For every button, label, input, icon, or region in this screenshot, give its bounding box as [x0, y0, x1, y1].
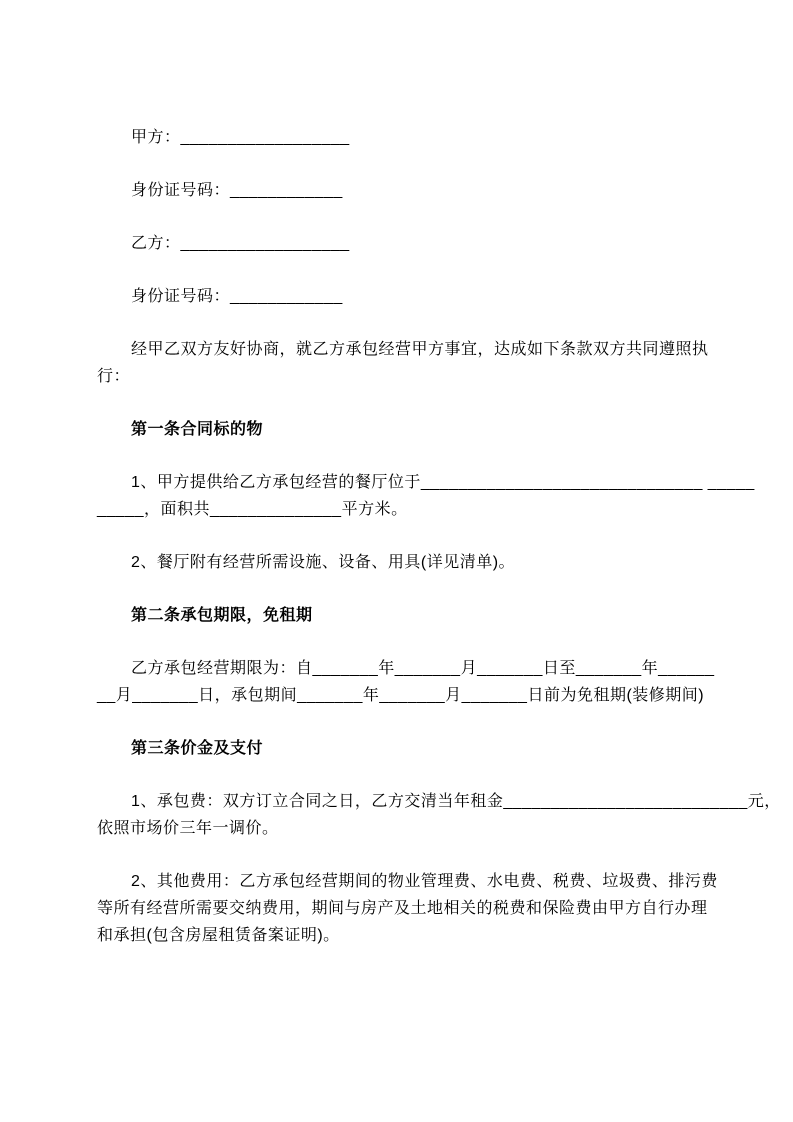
article-3-item-2-line: 等所有经营所需要交纳费用，期间与房产及土地相关的税费和保险费由甲方自行办理	[97, 900, 708, 917]
article-3-heading	[97, 735, 705, 762]
article-2-term-line: __月_______日，承包期间_______年_______月_______日前为免租期(装修期间)	[97, 687, 705, 704]
party-a-id-field-line: 身份证号码：____________	[131, 182, 343, 199]
article-3-item-1-line: 依照市场价三年一调价。	[97, 820, 279, 837]
article-3-item-1	[97, 788, 781, 842]
article-3-item-1-line: 1、承包费：双方订立合同之日，乙方交清当年租金__________________________元，	[131, 793, 781, 810]
article-3-heading-line: 第三条价金及支付	[131, 740, 264, 757]
party-a-field	[97, 124, 705, 151]
article-2-term-line: 乙方承包经营期限为：自_______年_______月_______日至_______年______	[131, 660, 715, 677]
preamble	[97, 336, 709, 390]
article-2-term	[97, 655, 715, 709]
article-1-item-2-line: 2、餐厅附有经营所需设施、设备、用具(详见清单)。	[131, 554, 516, 571]
preamble-line: 经甲乙双方友好协商，就乙方承包经营甲方事宜，达成如下条款双方共同遵照执	[131, 341, 709, 358]
article-1-item-1-line: 1、甲方提供给乙方承包经营的餐厅位于______________________________ _____	[131, 474, 755, 491]
document-body	[97, 124, 781, 949]
article-3-item-2-line: 和承担(包含房屋租赁备案证明)。	[97, 927, 340, 944]
article-3-item-2-line: 2、其他费用：乙方承包经营期间的物业管理费、水电费、税费、垃圾费、排污费	[131, 873, 718, 890]
article-1-item-2	[97, 549, 705, 576]
article-1-item-1-line: _____，面积共______________平方米。	[97, 501, 408, 518]
party-b-id-field-line: 身份证号码：____________	[131, 288, 343, 305]
article-1-heading	[97, 416, 705, 443]
party-a-id-field	[97, 177, 705, 204]
article-2-heading	[97, 602, 705, 629]
preamble-line: 行：	[97, 368, 131, 385]
article-1-heading-line: 第一条合同标的物	[131, 421, 264, 438]
article-3-item-2	[97, 868, 718, 949]
party-b-id-field	[97, 283, 705, 310]
article-2-heading-line: 第二条承包期限，免租期	[131, 607, 313, 624]
party-b-field	[97, 230, 705, 257]
party-b-field-line: 乙方：__________________	[131, 235, 350, 252]
article-1-item-1	[97, 469, 755, 523]
party-a-field-line: 甲方：__________________	[131, 129, 350, 146]
